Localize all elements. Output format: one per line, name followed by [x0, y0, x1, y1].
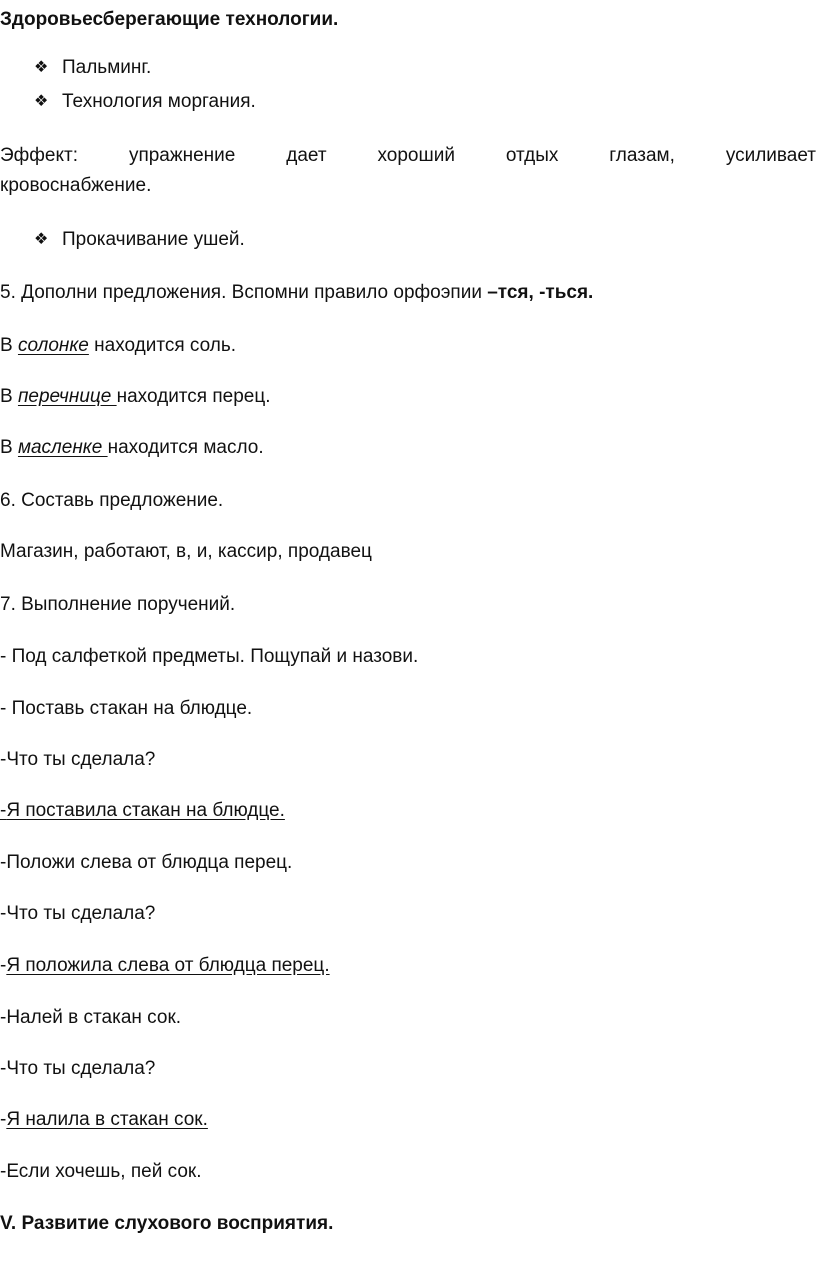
effect-word: Эффект: [0, 145, 78, 166]
sentence-word: солонке [17, 335, 89, 356]
dialog-line: -Если хочешь, пей сок. [0, 1161, 202, 1182]
bullet-icon: ❖ [34, 59, 49, 76]
sentence-pre: В [0, 437, 18, 458]
answer-text: Я положила слева от блюдца перец. [6, 955, 330, 976]
sentence [0, 334, 236, 358]
dialog-answer [0, 1108, 208, 1132]
sentence-pre: В [0, 386, 18, 407]
task-7: 7. Выполнение поручений. [0, 594, 236, 615]
list-item: Технология моргания. [62, 91, 256, 112]
effect-word: глазам, [609, 145, 675, 166]
dialog-line: - Поставь стакан на блюдце. [0, 698, 253, 719]
sentence-post: находится соль. [88, 335, 237, 356]
task-5-suffixes: –тся, -ться. [487, 282, 594, 303]
dialog-line: -Налей в стакан сок. [0, 1007, 182, 1028]
sentence-post: находится масло. [107, 437, 264, 458]
effect-word: упражнение [128, 145, 236, 166]
dialog-answer [0, 799, 285, 823]
task-6: 6. Составь предложение. [0, 490, 224, 511]
effect-word: усиливает [725, 145, 816, 166]
sentence-pre: В [0, 335, 18, 356]
dialog-line: -Что ты сделала? [0, 749, 156, 770]
sentence-post: находится перец. [116, 386, 271, 407]
dialog-line: -Положи слева от блюдца перец. [0, 852, 293, 873]
dialog-line: - Под салфеткой предметы. Пощупай и назови. [0, 646, 419, 667]
sentence [0, 436, 264, 460]
effect-line [0, 144, 816, 168]
dash: - [0, 1109, 7, 1130]
dash: - [0, 955, 7, 976]
dash: - [0, 800, 7, 821]
sentence [0, 385, 271, 409]
list-item: Пальминг. [62, 57, 152, 78]
bullet-icon: ❖ [34, 231, 49, 248]
task-5-text: 5. Дополни предложения. Вспомни правило орфоэпии [0, 282, 488, 303]
page-title: Здоровьесберегающие технологии. [0, 9, 339, 30]
answer-text: Я налила в стакан сок. [6, 1109, 208, 1130]
dialog-line: -Что ты сделала? [0, 1058, 156, 1079]
effect-line-2: кровоснабжение. [0, 175, 152, 196]
dialog-line: -Что ты сделала? [0, 903, 156, 924]
effect-word: дает [286, 145, 327, 166]
bullet-icon: ❖ [34, 93, 49, 110]
task-5 [0, 281, 593, 305]
effect-word: хороший [377, 145, 455, 166]
sentence-word: перечнице [17, 386, 117, 407]
words-line: Магазин, работают, в, и, кассир, продавец [0, 541, 372, 562]
list-item: Прокачивание ушей. [62, 229, 245, 250]
section-heading: V. Развитие слухового восприятия. [0, 1213, 334, 1234]
effect-word: отдых [505, 145, 559, 166]
dialog-answer [0, 954, 330, 978]
sentence-word: масленке [17, 437, 108, 458]
answer-text: Я поставила стакан на блюдце. [6, 800, 285, 821]
